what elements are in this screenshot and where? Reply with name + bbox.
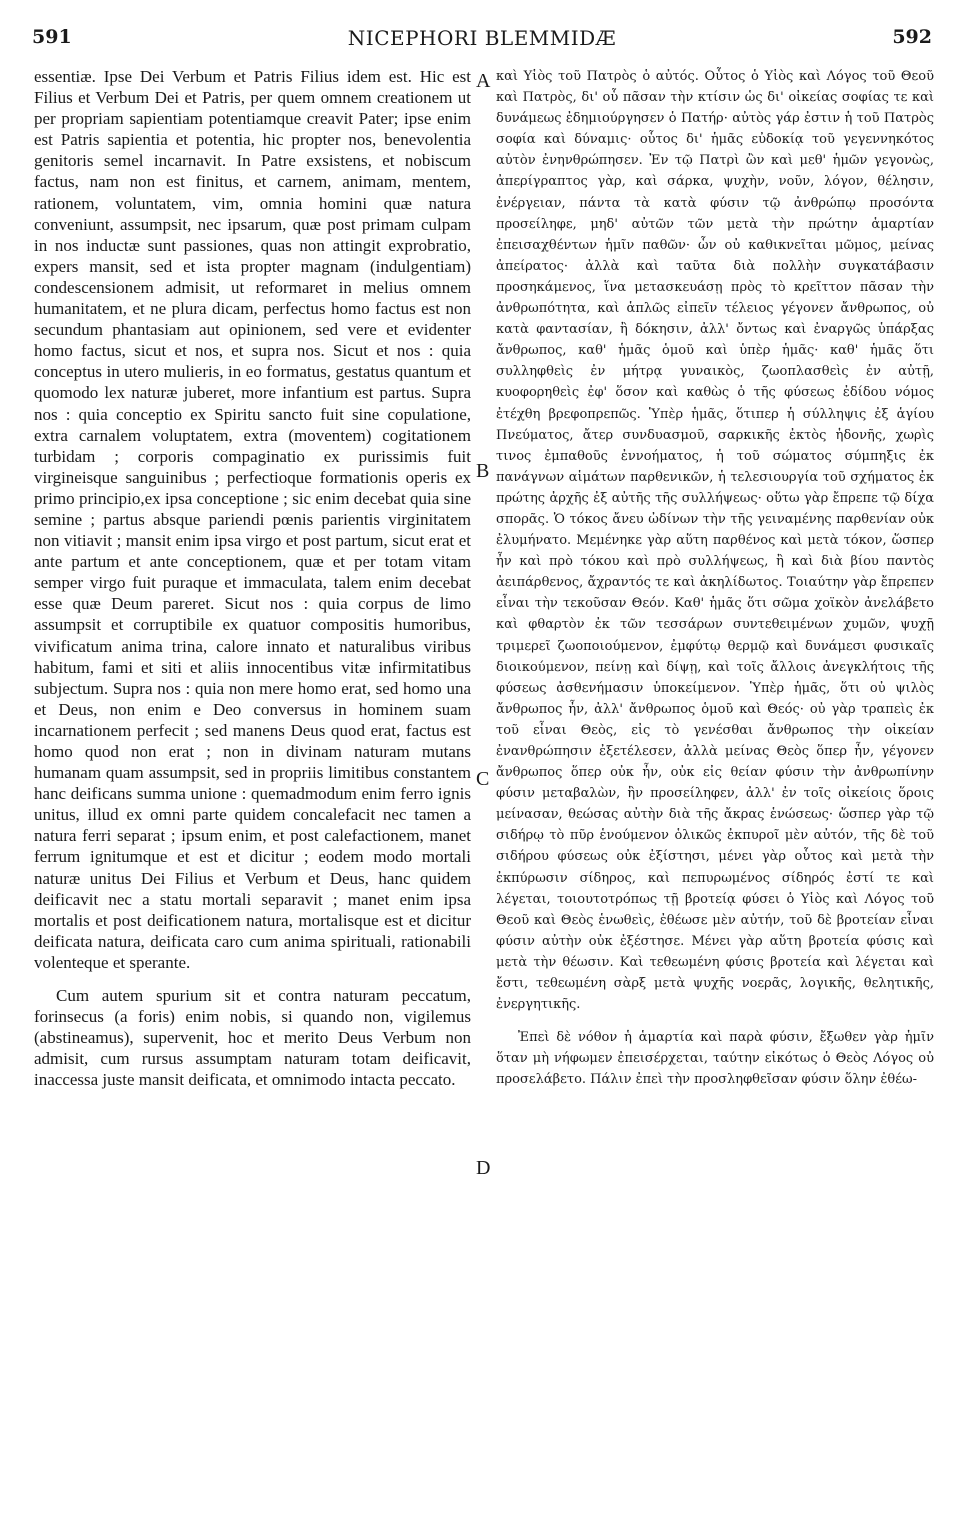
greek-column xyxy=(496,66,934,1091)
latin-paragraph-1: essentiæ. Ipse Dei Verbum et Patris Filius idem est. Hic est Filius et Verbum Dei et Patris, per quem omnem creationem ut per propriam sapientiam potentiamque creavit Pater; ipse enim est Patris sapientia et potentia, hic propter nos, benevolentia genitoris semel incarnavit. In Patre exsistens, et nobiscum factus, nam non est finitus, et carnem, animam, mentem, rationem, voluntatem, vim, omnia homini quæ natura conveniunt, assumpsit, nec ipsarum, quæ post primam culpam in nos inductæ sunt passiones, quas non attingit exprobratio, expers mansit, sed et ista propter magnam (indulgentiam) condescensionem admisit, ut reformaret in melius omnem humanitatem, et ne plura dicam, perfectus homo factus est non secundum phantasiam aut opinionem, sed vere et evidenter homo factus, sicut et nos, et supra nos. Sicut et nos : quia conceptus in utero mulieris, in eo formatus, gestatus quantum et quomodo lex naturæ juberet, more infantium est partus. Supra nos : quia conceptio ex Spiritu sancto fuit sine copulatione, extra carnalem voluptatem, extra (moventem) cogitationem turbidam ; corporis compaginatio ex purissimis fuit virgineisque sanguinibus ; perfectioque formationis operis ex primo principio,ex ipsa conceptione ; sic enim decebat quia sine semine ; partus absque pariendi pœnis parientis virginitatem non vitiavit ; mansit enim ipsa virgo et post partum, sicut erat et ante partum et ante conceptionem, quæ et per totam vitam semper virgo fuit puraque et immaculata, talem enim decebat esse quæ Deum pareret. Sicut nos : quia corpus de limo assumpsit et corruptibile ex quatuor compositis humoribus, vivificatum anima trina, calore innato et naturalibus viribus habitum, fami et siti et aliis innocentibus vitæ infirmitatibus subjectum. Supra nos : quia non mere homo erat, sed homo una et Deus, non enim e Deo conversus in hominem suam incarnationem perfecit ; sed manens Deus quod erat, factus est homo quod non erat ; non in divinam naturam mutans humanam quam assumpsit, sed in propriis limitibus constantem hanc deificans summa unione : quemadmodum enim ferro ignis unitus, illud ex omni parte quidem concalefacit nec tamen a natura ferri separat ; ipsum enim, et post calefactionem, manet ferrum ignitumque et est et dicitur ; eodem modo mortali naturæ unitus Dei Filius et Verbum et Deus, hanc quidem deificavit nec a statu mortali separavit ; manet enim ipsa mortalis et post deificationem natura, mortalisque est et dicitur deificata natura, deificata caro cum anima spirituali, rationabili volenteque et sperante. xyxy=(34,67,471,972)
running-header xyxy=(32,26,932,56)
margin-letter-d: D xyxy=(476,1157,491,1179)
margin-letter-b: B xyxy=(476,460,490,482)
page-number-right: 592 xyxy=(892,26,932,48)
page-number-left: 591 xyxy=(32,26,72,48)
running-title: NICEPHORI BLEMMIDÆ xyxy=(347,26,617,50)
margin-letter-a: A xyxy=(476,70,491,92)
latin-paragraph-2: Cum autem spurium sit et contra naturam peccatum, forinsecus (a foris) enim nobis, si quando non, vigilemus (abstineamus), supervenit, hoc et merito Deus Verbum non admisit, cum rursus assumptam naturam totam deificavit, inaccessa juste mansit deificata, et omnimodo intacta peccato. xyxy=(34,986,471,1090)
latin-column xyxy=(34,66,471,1091)
margin-letter-c: C xyxy=(476,768,490,790)
greek-paragraph-2: Ἐπεὶ δὲ νόθον ἡ ἁμαρτία καὶ παρὰ φύσιν, ἔξωθεν γὰρ ἡμῖν ὅταν μὴ νήφωμεν ἐπεισέρχεται, ταύτην εἰκότως ὁ Θεὸς Λόγος οὐ προσελάβετο. Πάλιν ἐπεὶ τὴν προσληφθεῖσαν φύσιν ὅλην ἐθέω- xyxy=(496,1030,934,1088)
greek-paragraph-1: καὶ Υἱὸς τοῦ Πατρὸς ὁ αὐτός. Οὗτος ὁ Υἱὸς καὶ Λόγος τοῦ Θεοῦ καὶ Πατρὸς, δι' οὗ πᾶσαν τὴν κτίσιν ὡς δι' οἰκείας σοφίας τε καὶ δυνάμεως ἐδημιούργησεν ὁ Πατήρ· αὐτὸς γάρ ἐστιν ἡ τοῦ Πατρὸς σοφία καὶ δύναμις· οὗτος δι' ἡμᾶς εὐδοκίᾳ τοῦ γεγεννηκότος αὐτὸν ἐνηνθρώπησεν. Ἐν τῷ Πατρὶ ὢν καὶ μεθ' ἡμῶν γεγονὼς, ἀπερίγραπτος γὰρ, καὶ σάρκα, ψυχὴν, νοῦν, λόγον, θέλησιν, ἐνέργειαν, πάντα τὰ κατὰ φύσιν τῷ ἀνθρώπῳ προσόντα προσείληφε, μηδ' αὐτῶν τῶν μετὰ τὴν πρώτην ἁμαρτίαν ἐπεισαχθέντων ἡμῖν παθῶν· ὧν οὐ καθικνεῖται μῶμος, μείνας ἀπείρατος· ἀλλὰ καὶ ταῦτα διὰ πολλὴν συγκατάβασιν προσηκάμενος, ἵνα μετασκευάσῃ πρὸς τὸ κρεῖττον πᾶσαν τὴν ἀνθρωπότητα, καὶ ἁπλῶς εἰπεῖν τέλειος γέγονεν ἄνθρωπος, οὐ κατὰ φαντασίαν, ἢ δόκησιν, ἀλλ' ὄντως καὶ ἐναργῶς ὑπάρξας ἄνθρωπος, καθ' ἡμᾶς ὁμοῦ καὶ ὑπὲρ ἡμᾶς· καθ' ἡμᾶς ὅτι συλληφθεὶς ἐν μήτρᾳ γυναικὸς, ζωοπλασθεὶς ἐν αὐτῇ, κυοφορηθεὶς ἐφ' ὅσον καὶ καθὼς ὁ τῆς φύσεως ἐδίδου νόμος ἐτέχθη βρεφοπρεπῶς. Ὑπὲρ ἡμᾶς, ὅτιπερ ἡ σύλληψις ἐξ ἁγίου Πνεύματος, ἄτερ συνδυασμοῦ, σαρκικῆς ἐκτὸς ἡδονῆς, χωρὶς τινος ἐμπαθοῦς ἐννοήματος, ἡ τοῦ σώματος σύμπηξις ἐκ πανάγνων αἱμάτων παρθενικῶν, ἡ τελεσιουργία τοῦ σχήματος ἐκ πρώτης ἀρχῆς ἐξ αὐτῆς τῆς συλλήψεως· οὕτω γὰρ ἔπρεπε τῷ δίχα σπορᾶς. Ὁ τόκος ἄνευ ὠδίνων τὴν τῆς γειναμένης παρθενίαν οὐκ ἐλυμήνατο. Μεμένηκε γὰρ αὕτη παρθένος καὶ μετὰ τόκον, ὥσπερ ἦν καὶ πρὸ τόκου καὶ πρὸ συλλήψεως, ἢ καὶ διὰ βίου παντὸς ἀειπάρθενος, ἄχραντός τε καὶ ἀκηλίδωτος. Τοιαύτην γὰρ ἔπρεπεν εἶναι τὴν τεκοῦσαν Θεόν. Καθ' ἡμᾶς ὅτι σῶμα χοϊκὸν ἀνελάβετο καὶ φθαρτὸν ἐκ τῶν τεσσάρων συντεθειμένων χυμῶν, ψυχῇ τριμερεῖ ζωοποιούμενον, ἐμφύτῳ θερμῷ καὶ δυνάμεσι φυσικαῖς διοικούμενον, πείνῃ καὶ δίψῃ, καὶ τοῖς ἄλλοις ἀνεγκλήτοις τῆς φύσεως ἀσθενήμασιν ὑποκείμενον. Ὑπὲρ ἡμᾶς, ὅτι οὐ ψιλὸς ἄνθρωπος ἦν, ἀλλ' ἄνθρωπος ὁμοῦ καὶ Θεός· οὐ γὰρ τραπεὶς ἐκ τοῦ εἶναι Θεὸς, εἰς τὸ γενέσθαι ἄνθρωπος τὴν οἰκείαν ἐνανθρώπησιν ἐξετέλεσεν, ἀλλὰ μείνας Θεὸς ὅπερ ἦν, γέγονεν ἄνθρωπος ὅπερ οὐκ ἦν, οὐκ εἰς θείαν φύσιν τὴν ἀνθρωπίνην φύσιν μεταβαλὼν, ἣν προσείληφεν, ἀλλ' ἐν τοῖς οἰκείοις ὅροις μείνασαν, θεώσας αὐτὴν διὰ τῆς ἄκρας ἑνώσεως· ὥσπερ γὰρ τῷ σιδήρῳ τὸ πῦρ ἑνούμενον ὁλικῶς ἐκπυροῖ μὲν αὐτόν, τῆς δὲ τοῦ σιδήρου φύσεως οὐκ ἐξίστησι, μένει γὰρ οὗτος καὶ μετὰ τὴν ἐκπύρωσιν σίδηρος, καὶ πεπυρωμένος σίδηρός ἐστί τε καὶ λέγεται, τοιουτοτρόπως τῇ βροτείᾳ φύσει ὁ Υἱὸς καὶ Λόγος τοῦ Θεοῦ καὶ Θεὸς ἑνωθεὶς, ἐθέωσε μὲν αὐτήν, τοῦ δὲ βροτείαν εἶναι φύσιν αὐτὴν οὐκ ἐξέστησε. Μένει γὰρ αὕτη βροτεία φύσις καὶ μετὰ τὴν θέωσιν. Καὶ τεθεωμένη φύσις βροτεία καὶ λέγεται καὶ ἔστι, τεθεωμένη σὰρξ μετὰ ψυχῆς νοερᾶς, λογικῆς, θελητικῆς, ἐνεργητικῆς. xyxy=(496,69,934,1013)
